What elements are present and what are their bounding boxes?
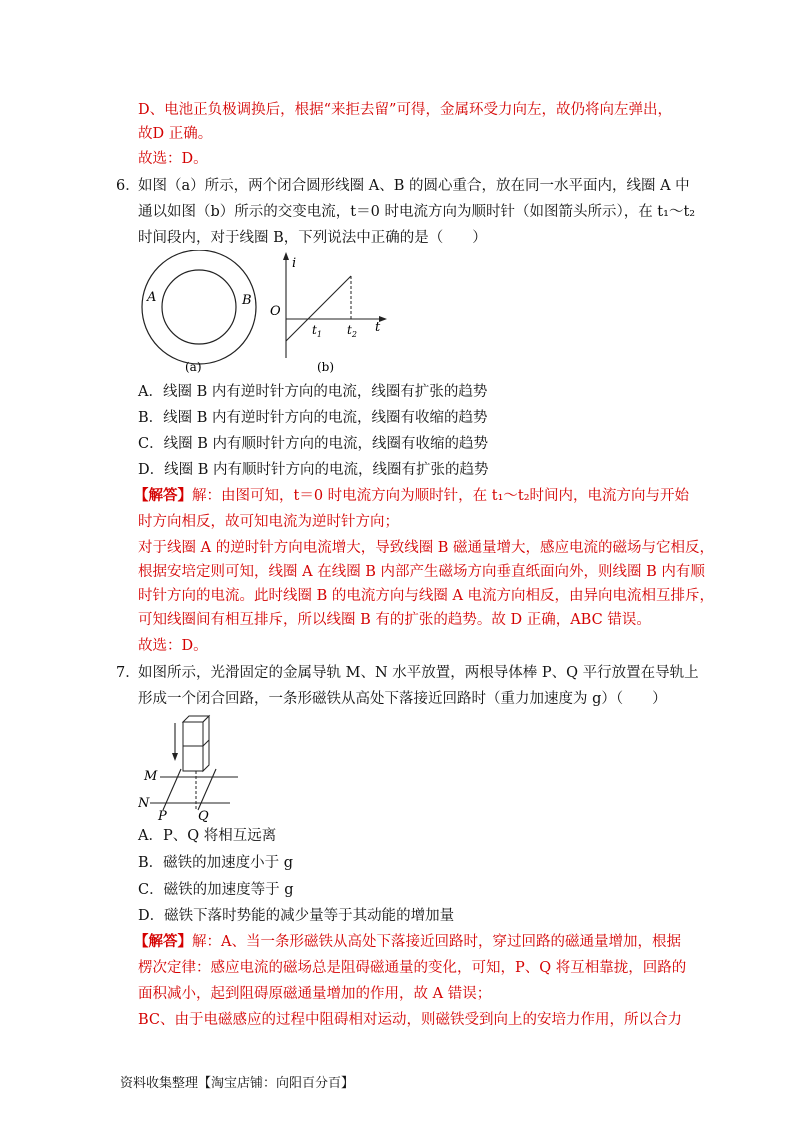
q7-option-c: C．磁铁的加速度等于 g	[138, 882, 294, 898]
coil-b-label: B	[242, 293, 252, 308]
q6-solution-line5: 时针方向的电流。此时线圈 B 的电流方向与线圈 A 电流方向相反，由异向电流相互排斥，	[138, 588, 715, 604]
q7-stem-line2: 形成一个闭合回路，一条形磁铁从高处下落接近回路时（重力加速度为 g）（ ）	[138, 691, 667, 707]
q7-option-d: D．磁铁下落时势能的减少量等于其动能的增加量	[138, 908, 455, 924]
q6-option-d: D．线圈 B 内有顺时针方向的电流，线圈有扩张的趋势	[138, 462, 489, 478]
t1-label: $t_1$	[312, 323, 322, 339]
q6-solution-line1	[134, 486, 689, 506]
q6-solution-line4: 根据安培定则可知，线圈 A 在线圈 B 内部产生磁场方向垂直纸面向外，则线圈 B 内有顺	[138, 564, 705, 580]
q7-option-b: B．磁铁的加速度小于 g	[138, 855, 294, 871]
i-axis-label: i	[292, 256, 297, 271]
down-arrow-icon	[172, 753, 178, 761]
rod-q	[198, 769, 216, 810]
coil-a-circle	[162, 270, 236, 344]
label-m: M	[144, 769, 158, 784]
q5-option-d-line2: 故D 正确。	[138, 126, 213, 142]
q7-stem-line1: 如图所示，光滑固定的金属导轨 M、N 水平放置，两根导体棒 P、Q 平行放置在导轨上	[138, 665, 699, 681]
q6-solution-line2: 时方向相反，故可知电流为逆时针方向；	[138, 514, 399, 530]
q7-number: 7．	[116, 665, 140, 681]
label-q: Q	[198, 809, 209, 823]
q6-answer: 故选：D。	[138, 638, 208, 654]
figure-a-caption: (a)	[185, 360, 202, 374]
coil-b-circle	[142, 250, 256, 364]
bar-magnet	[183, 716, 209, 771]
q5-option-d-line1: D、电池正负极调换后，根据“来拒去留”可得，金属环受力向左，故仍将向左弹出，	[138, 102, 672, 118]
q6-figure-b	[265, 250, 395, 374]
q5-answer: 故选：D。	[138, 151, 208, 167]
q6-stem-line1: 如图（a）所示，两个闭合圆形线圈 A、B 的圆心重合，放在同一水平面内，线圈 A 中	[138, 178, 690, 194]
q7-figure	[138, 713, 248, 823]
q7-solution-line4: BC、由于电磁感应的过程中阻碍相对运动，则磁铁受到向上的安培力作用，所以合力	[138, 1012, 683, 1028]
q7-option-a: A．P、Q 将相互远离	[138, 828, 277, 844]
q6-stem-line2: 通以如图（b）所示的交变电流，t＝0 时电流方向为顺时针（如图箭头所示），在 t₁～t₂	[138, 204, 696, 220]
q6-number: 6．	[116, 178, 140, 194]
i-axis-arrow-icon	[283, 252, 289, 260]
q7-solution-line1	[134, 932, 681, 952]
q6-solution-line3: 对于线圈 A 的逆时针方向电流增大，导致线圈 B 磁通量增大，感应电流的磁场与它相反，	[138, 540, 715, 556]
t-axis-label: t	[375, 320, 381, 335]
origin-label: O	[270, 304, 281, 319]
q6-option-a: A．线圈 B 内有逆时针方向的电流，线圈有扩张的趋势	[138, 384, 488, 400]
q6-option-c: C．线圈 B 内有顺时针方向的电流，线圈有收缩的趋势	[138, 436, 488, 452]
q6-option-b: B．线圈 B 内有逆时针方向的电流，线圈有收缩的趋势	[138, 410, 488, 426]
page-footer: 资料收集整理【淘宝店铺：向阳百分百】	[120, 1076, 355, 1091]
q7-solution-tag: 【解答】	[134, 933, 192, 950]
q7-solution-text1: 解：A、当一条形磁铁从高处下落接近回路时，穿过回路的磁通量增加，根据	[192, 934, 681, 950]
q6-stem-line3: 时间段内，对于线圈 B，下列说法中正确的是（ ）	[138, 230, 487, 246]
q6-figure-a	[135, 250, 265, 374]
q6-solution-tag: 【解答】	[134, 487, 192, 504]
t2-label: $t_2$	[347, 323, 357, 339]
q7-solution-line2: 楞次定律：感应电流的磁场总是阻碍磁通量的变化，可知，P、Q 将互相靠拢，回路的	[138, 960, 687, 976]
label-n: N	[138, 796, 150, 811]
q6-solution-line6: 可知线圈间有相互排斥，所以线圈 B 有的扩张的趋势。故 D 正确，ABC 错误。	[138, 612, 651, 628]
label-p: P	[158, 809, 167, 823]
q7-solution-line3: 面积减小，起到阻碍原磁通量增加的作用，故 A 错误；	[138, 986, 492, 1002]
coil-a-label: A	[147, 290, 157, 305]
rod-p	[163, 769, 181, 810]
q6-solution-text1: 解：由图可知，t＝0 时电流方向为顺时针，在 t₁～t₂时间内，电流方向与开始	[192, 488, 690, 504]
figure-b-caption: (b)	[317, 360, 335, 374]
